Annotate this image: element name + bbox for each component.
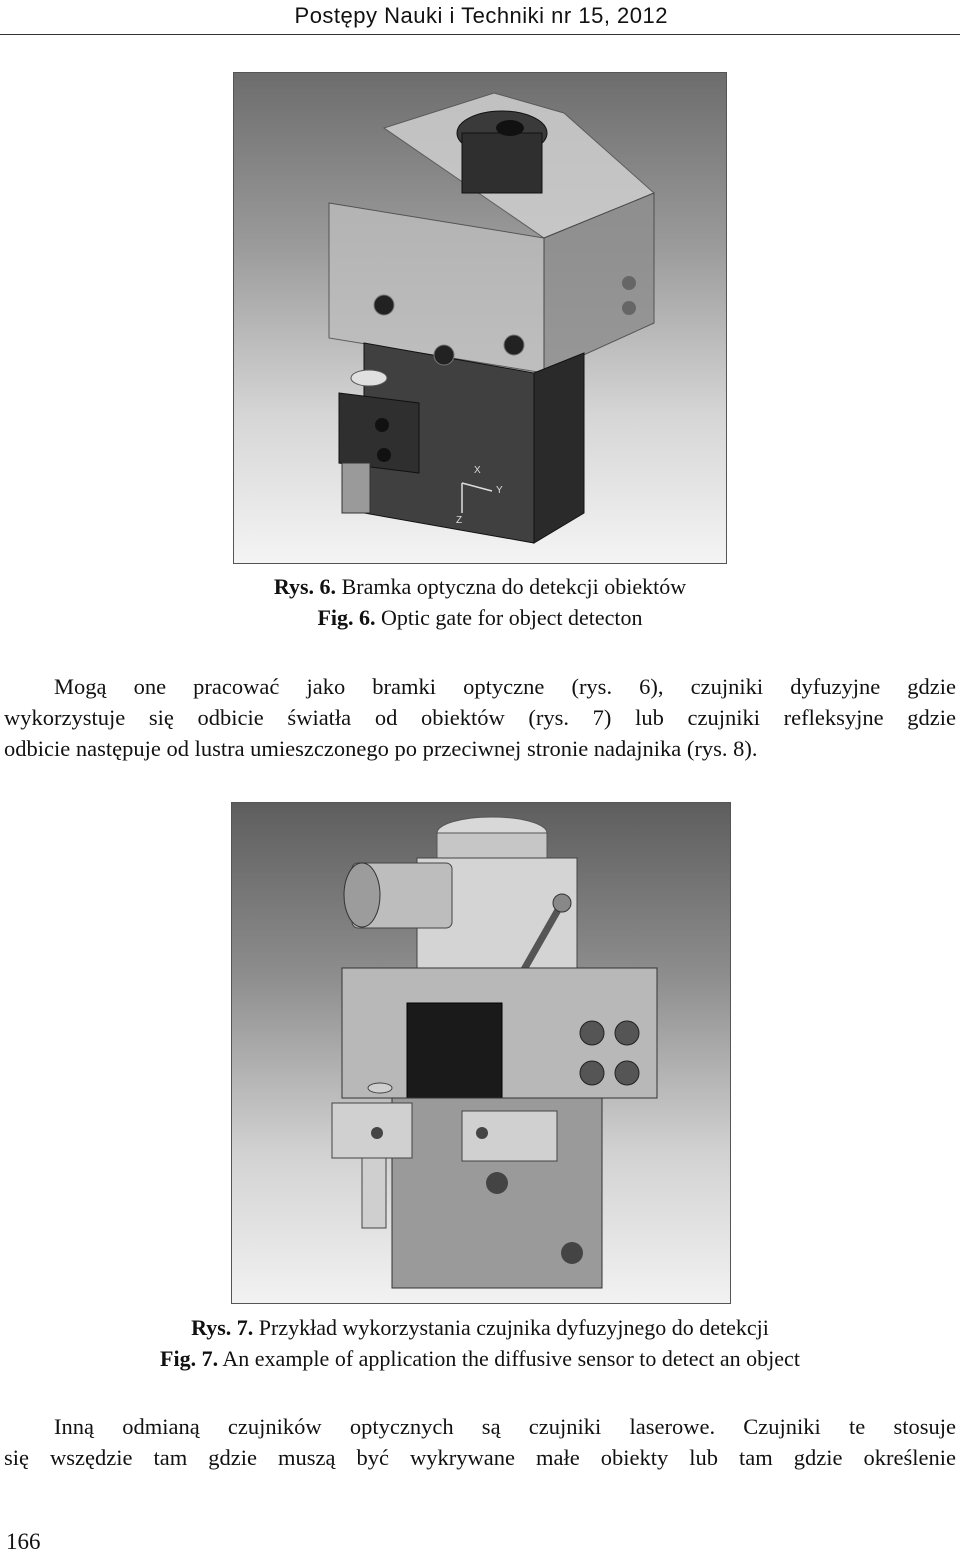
figure-7-caption-en — [0, 1346, 960, 1372]
paragraph-1-line-3: odbicie następuje od lustra umieszczonego po przeciwnej stronie nadajnika (rys. 8). — [4, 736, 758, 761]
page-number: 166 — [6, 1529, 41, 1554]
sensor-box — [339, 393, 419, 473]
hole-r2 — [615, 1021, 639, 1045]
paragraph-2-line-2: się wszędzie tam gdzie muszą być wykrywane małe obiekty lub tam gdzie określenie — [4, 1445, 956, 1470]
sensor-stem — [362, 1158, 386, 1228]
figure-7-image — [231, 802, 731, 1304]
paragraph-2-line-1: Inną odmianą czujników optycznych są czujniki laserowe. Czujniki te stosuje — [54, 1414, 956, 1439]
figure-6-label-pl: Rys. 6. — [273, 574, 337, 599]
screw-left — [374, 295, 394, 315]
lower-block-side — [534, 353, 584, 543]
sensor-stem — [342, 463, 370, 513]
paragraph-2 — [4, 1411, 956, 1473]
sensor-lens — [344, 863, 380, 927]
top-nozzle-body — [462, 133, 542, 193]
sensor-cap — [351, 370, 387, 386]
hole-side-2 — [622, 301, 636, 315]
diffusive-sensor-render — [232, 803, 730, 1303]
hole-side-1 — [622, 276, 636, 290]
screw-center — [434, 345, 454, 365]
figure-7-caption-en-text: An example of application the diffusive sensor to detect an object — [222, 1346, 800, 1371]
figure-6-caption-en-text: Optic gate for object detecton — [381, 605, 643, 630]
top-nozzle-bore — [496, 120, 524, 136]
figure-6-image — [233, 72, 727, 564]
right-bracket — [462, 1111, 557, 1161]
dark-window — [407, 1003, 502, 1098]
hole-b1 — [486, 1172, 508, 1194]
journal-title: Postępy Nauki i Techniki nr 15, 2012 — [294, 3, 668, 28]
optic-gate-render — [234, 73, 726, 563]
sensor-stem-top — [368, 1083, 392, 1093]
figure-7-caption-pl — [0, 1315, 960, 1341]
axis-z-label: Z — [456, 515, 463, 526]
axis-x-label: X — [474, 465, 481, 476]
lever-knob — [553, 894, 571, 912]
hole-r4 — [615, 1061, 639, 1085]
hole-r1 — [580, 1021, 604, 1045]
axis-y-label: Y — [496, 485, 503, 496]
figure-6-caption-pl-text: Bramka optyczna do detekcji obiektów — [341, 574, 687, 599]
paragraph-1-line-1: Mogą one pracować jako bramki optyczne (rys. 6), czujniki dyfuzyjne gdzie — [54, 674, 956, 699]
paragraph-1-line-2: wykorzystuje się odbicie światła od obiektów (rys. 7) lub czujniki refleksyjne gdzie — [4, 705, 956, 730]
hole-b2 — [561, 1242, 583, 1264]
hole-b4 — [476, 1127, 488, 1139]
figure-6-caption-en — [0, 605, 960, 631]
figure-7-label-en: Fig. 7. — [160, 1346, 219, 1371]
figure-6-label-en: Fig. 6. — [317, 605, 376, 630]
hole-1 — [375, 418, 389, 432]
screw-right — [504, 335, 524, 355]
running-header — [0, 0, 960, 34]
figure-7-label-pl: Rys. 7. — [191, 1315, 254, 1340]
header-rule — [0, 34, 960, 35]
figure-6-caption-pl — [0, 574, 960, 600]
paragraph-1 — [4, 671, 956, 764]
hole-2 — [377, 448, 391, 462]
figure-7-caption-pl-text: Przykład wykorzystania czujnika dyfuzyjnego do detekcji — [258, 1315, 769, 1340]
hole-r3 — [580, 1061, 604, 1085]
hole-b3 — [371, 1127, 383, 1139]
